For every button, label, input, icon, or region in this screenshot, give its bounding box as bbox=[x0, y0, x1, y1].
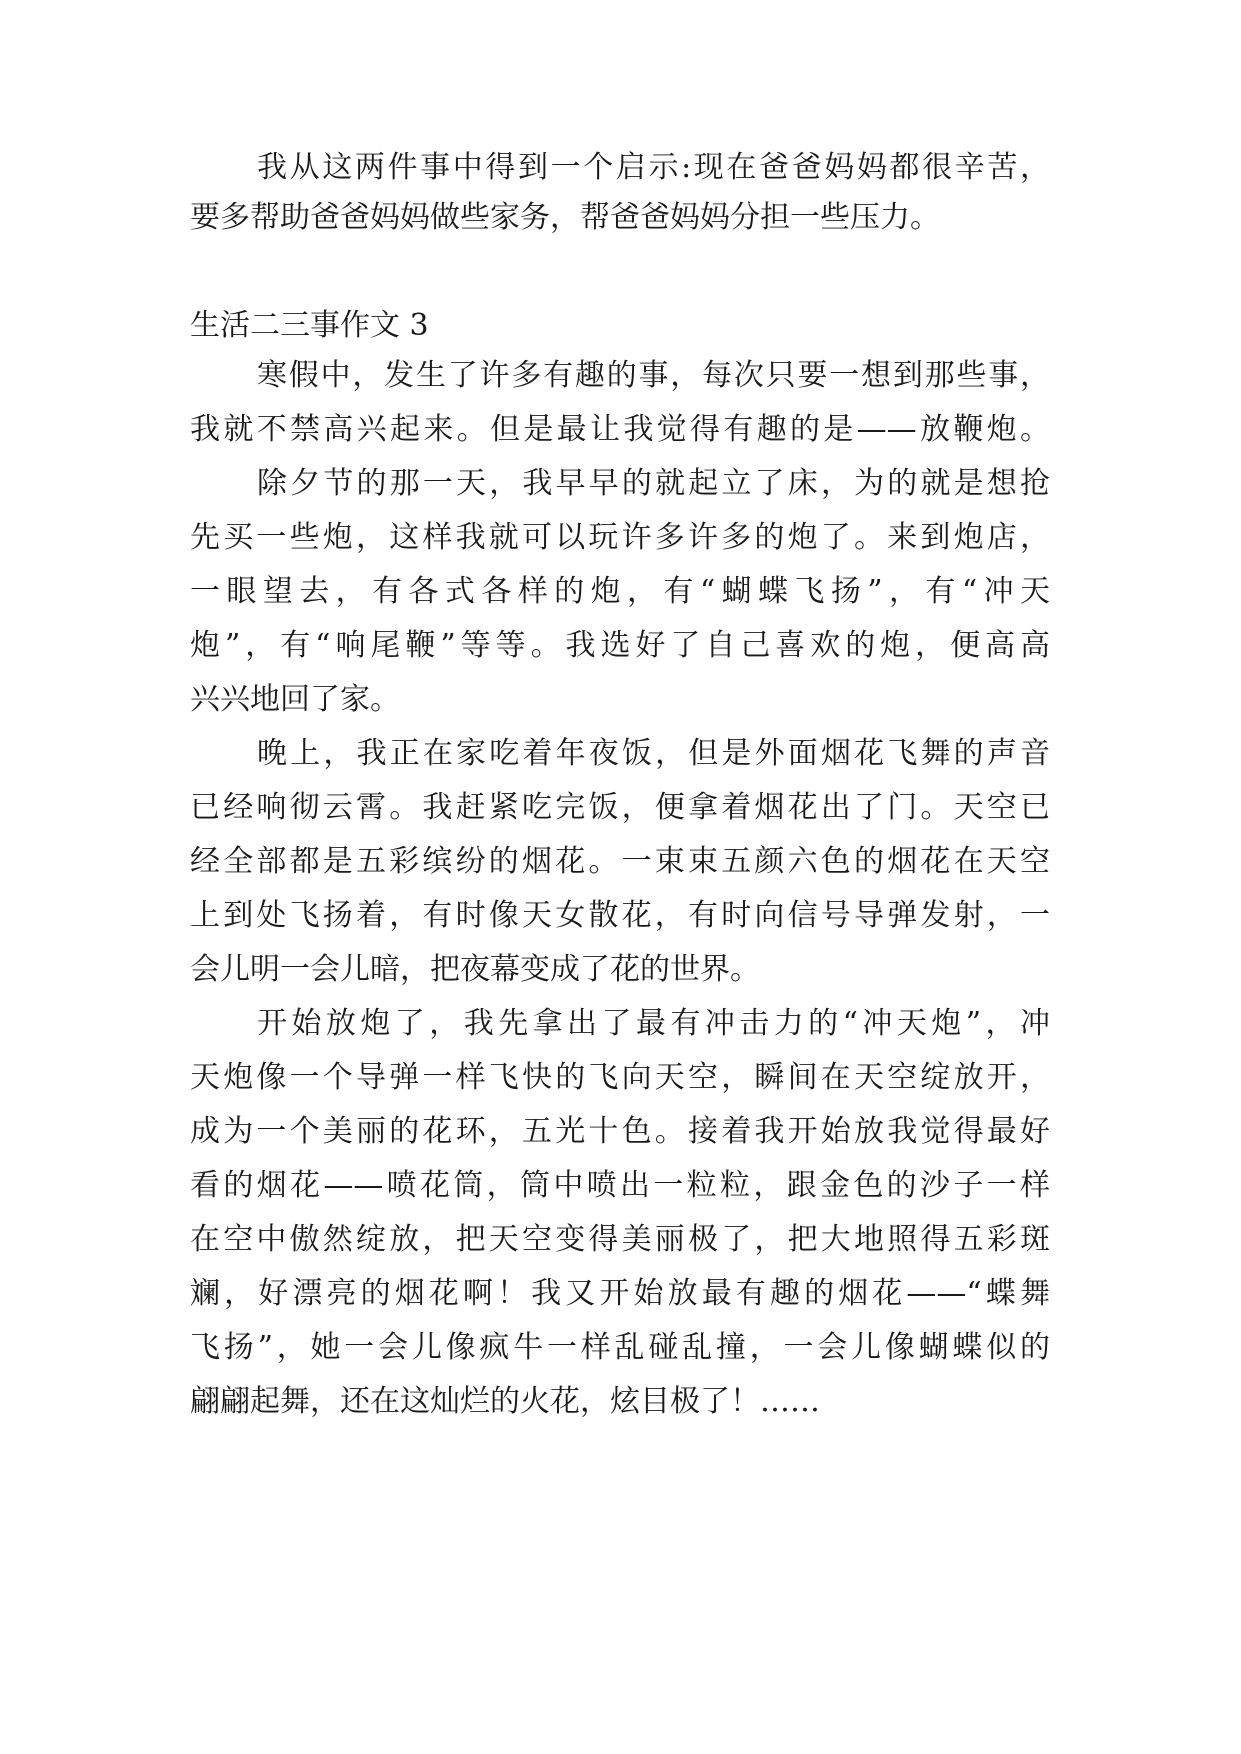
paragraph-2-line-5: 兴兴地回了家。 bbox=[190, 682, 400, 717]
paragraph-4-line-2: 天炮像一个导弹一样飞快的飞向天空，瞬间在天空绽放开， bbox=[190, 1060, 1050, 1095]
paragraph-4-line-3: 成为一个美丽的花环，五光十色。接着我开始放我觉得最好 bbox=[190, 1114, 1050, 1149]
paragraph-3-line-1: 晚上，我正在家吃着年夜饭，但是外面烟花飞舞的声音 bbox=[257, 736, 1050, 771]
paragraph-2-line-3: 一眼望去，有各式各样的炮，有“蝴蝶飞扬”，有“冲天 bbox=[190, 574, 1050, 609]
paragraph-1-line-2: 我就不禁高兴起来。但是最让我觉得有趣的是——放鞭炮。 bbox=[190, 412, 1050, 447]
paragraph-2-line-2: 先买一些炮，这样我就可以玩许多许多的炮了。来到炮店， bbox=[190, 520, 1050, 555]
paragraph-3-line-2: 已经响彻云霄。我赶紧吃完饭，便拿着烟花出了门。天空已 bbox=[190, 790, 1050, 825]
paragraph-4-line-4: 看的烟花——喷花筒，筒中喷出一粒粒，跟金色的沙子一样 bbox=[190, 1168, 1050, 1203]
paragraph-4-line-6: 斓，好漂亮的烟花啊！我又开始放最有趣的烟花——“蝶舞 bbox=[190, 1276, 1050, 1311]
paragraph-intro-line-2: 要多帮助爸爸妈妈做些家务，帮爸爸妈妈分担一些压力。 bbox=[190, 200, 940, 235]
paragraph-3-line-3: 经全部都是五彩缤纷的烟花。一束束五颜六色的烟花在天空 bbox=[190, 844, 1050, 879]
section-title: 生活二三事作文 3 bbox=[190, 308, 429, 343]
paragraph-1-line-1: 寒假中，发生了许多有趣的事，每次只要一想到那些事， bbox=[257, 358, 1050, 393]
paragraph-4-line-8: 翩翩起舞，还在这灿烂的火花，炫目极了！…… bbox=[190, 1384, 820, 1419]
paragraph-3-line-5: 会儿明一会儿暗，把夜幕变成了花的世界。 bbox=[190, 952, 760, 987]
paragraph-2-line-4: 炮”，有“响尾鞭”等等。我选好了自己喜欢的炮，便高高 bbox=[190, 628, 1050, 663]
paragraph-2-line-1: 除夕节的那一天，我早早的就起立了床，为的就是想抢 bbox=[257, 466, 1050, 501]
paragraph-3-line-4: 上到处飞扬着，有时像天女散花，有时向信号导弹发射，一 bbox=[190, 898, 1050, 933]
paragraph-4-line-1: 开始放炮了，我先拿出了最有冲击力的“冲天炮”，冲 bbox=[257, 1006, 1050, 1041]
paragraph-intro-line-1: 我从这两件事中得到一个启示:现在爸爸妈妈都很辛苦， bbox=[257, 150, 1050, 185]
paragraph-4-line-5: 在空中傲然绽放，把天空变得美丽极了，把大地照得五彩斑 bbox=[190, 1222, 1050, 1257]
paragraph-4-line-7: 飞扬”，她一会儿像疯牛一样乱碰乱撞，一会儿像蝴蝶似的 bbox=[190, 1330, 1050, 1365]
